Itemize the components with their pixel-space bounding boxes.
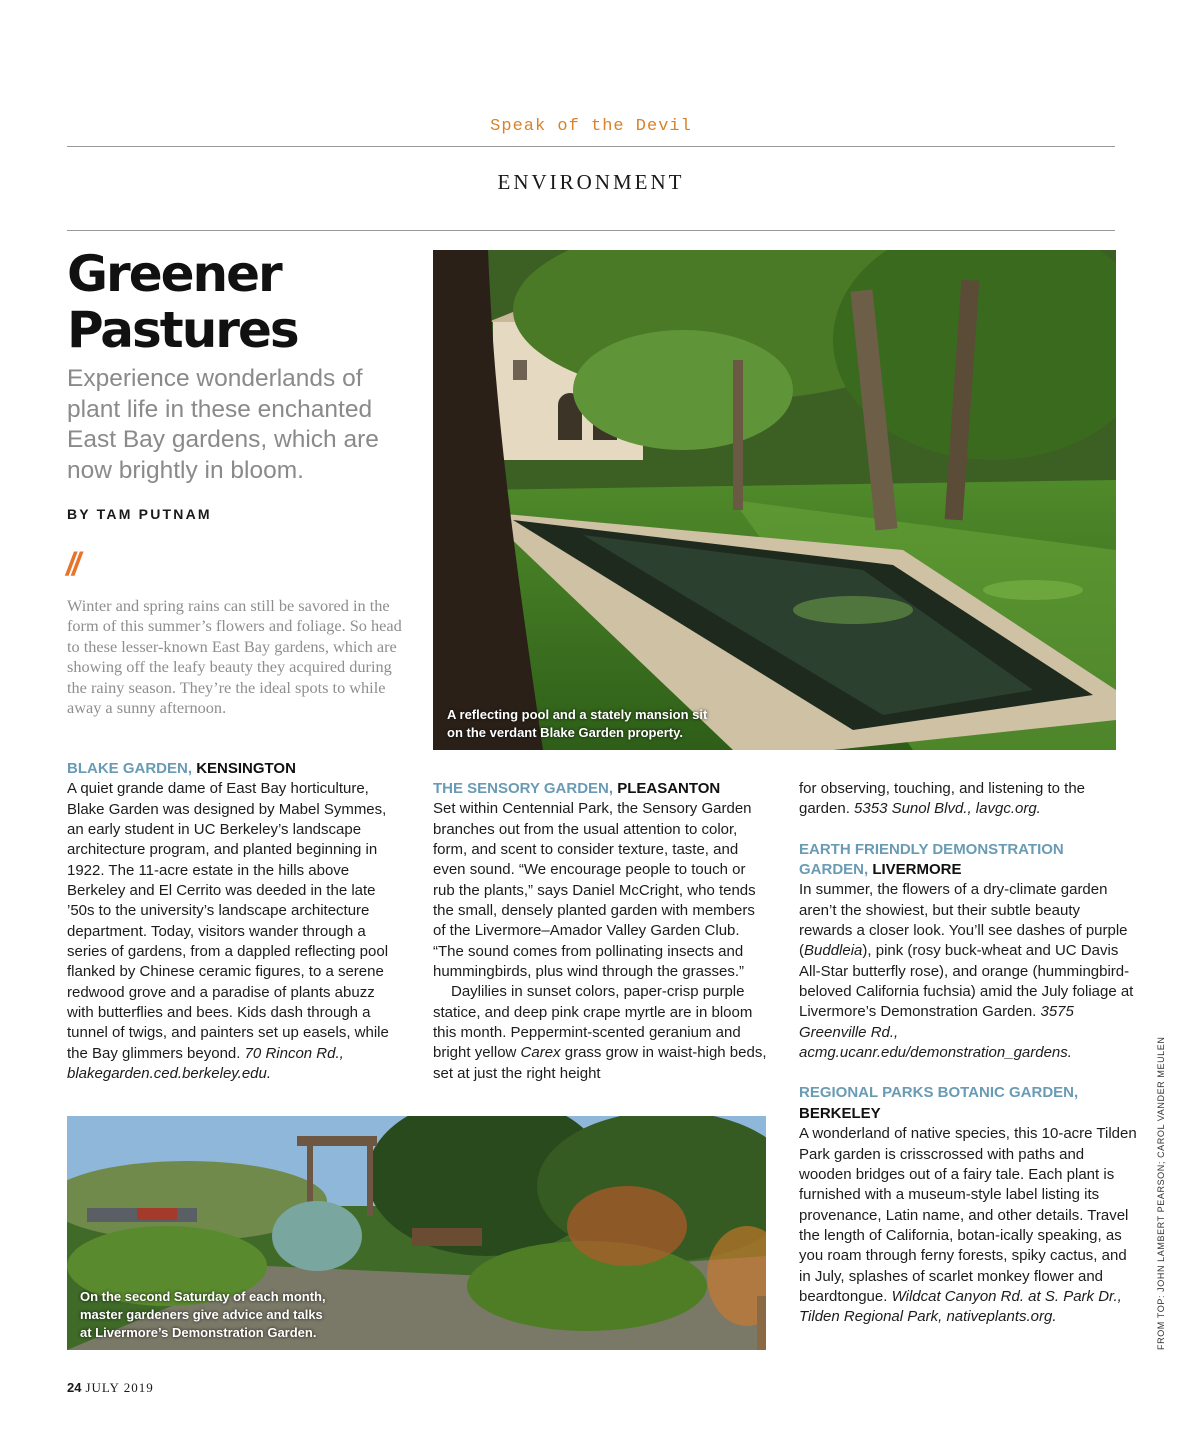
section-title: ENVIRONMENT bbox=[497, 170, 685, 194]
sensory-garden-city: PLEASANTON bbox=[617, 780, 721, 797]
bottom-caption-line-2: master gardeners give advice and talks bbox=[80, 1307, 323, 1322]
column-3 bbox=[799, 779, 1137, 1328]
header-rule-top bbox=[67, 146, 1115, 147]
blake-garden-photo bbox=[433, 250, 1116, 750]
sensory-garden-body-2 bbox=[433, 982, 771, 1084]
blake-garden-illustration bbox=[433, 250, 1116, 750]
top-caption-line-2: on the verdant Blake Garden property. bbox=[447, 725, 683, 740]
bottom-photo-caption bbox=[80, 1288, 326, 1342]
top-photo-caption bbox=[447, 706, 707, 742]
regional-parks-heading bbox=[799, 1083, 1137, 1124]
sensory-garden-name: THE SENSORY GARDEN, bbox=[433, 780, 614, 797]
regional-address: Wildcat Canyon Rd. at S. Park Dr., Tilden Regional Park, nativeplants.org. bbox=[799, 1287, 1122, 1326]
intro-paragraph: Winter and spring rains can still be savored in the form of this summer’s flowers and foliage. So head to these lesser-known East Bay gardens, which are showing off the leafy beauty they acquired during the rainy season. They’re the ideal spots to while away a sunny afternoon. bbox=[67, 596, 402, 718]
issue-date: JULY 2019 bbox=[85, 1380, 154, 1395]
blake-garden-text: A quiet grande dame of East Bay horticulture, Blake Garden was designed by Mabel Symmes, an early student in UC Berkeley’s landscape architecture program, and planted beginning in 1922. The 11-acre estate in the hills above Berkeley and El Cerrito was deeded in the late ’50s to the university’s landscape architecture department. Today, visitors wander through a series of gardens, from a dappled reflecting pool flanked by Chinese ceramic figures, to a serene redwood grove and a paradise of plants abuzz with butterflies and bees. Kids dash through a tunnel of twigs, and painters set up easels, while the Bay glimmers beyond. bbox=[67, 780, 389, 1062]
earth-friendly-heading bbox=[799, 840, 1137, 881]
regional-parks-name: REGIONAL PARKS BOTANIC GARDEN, bbox=[799, 1084, 1079, 1102]
sensory-garden-address-text: 5353 Sunol Blvd., lavgc.org. bbox=[854, 800, 1041, 818]
sensory-garden-continuation: for observing, touching, and listening to the garden. 5353 Sunol Blvd., lavgc.org. bbox=[799, 780, 1086, 818]
sensory-garden-heading bbox=[433, 779, 771, 799]
earth-body-italic: Buddleia bbox=[804, 942, 863, 960]
sensory-body2-a: Daylilies in sunset colors, paper-crisp purple statice, and deep pink crape myrtle are in bloom this month. Peppermint-scented geranium and bright yellow bbox=[433, 983, 753, 1062]
regional-parks-city: BERKELEY bbox=[799, 1104, 881, 1122]
sensory-garden-body-1: Set within Centennial Park, the Sensory Garden branches out from the usual attention to color, form, and scent to consider texture, taste, and even sound. “We encourage people to touch or rub the plants,” says Daniel McCright, who tends the small, densely planted garden with members of the Livermore–Amador Valley Garden Club. “The sound comes from pollinating insects and hummingbirds, plus wind through the grasses.” bbox=[433, 800, 756, 981]
sensory-body2-b: grass grow in waist-high beds, set at just the right height bbox=[433, 1044, 767, 1082]
spacer-2 bbox=[799, 1063, 1137, 1083]
headline-line-1: Greener bbox=[67, 245, 281, 303]
header-rule-bottom bbox=[67, 230, 1115, 231]
slashes-ornament: // bbox=[66, 546, 78, 582]
demonstration-garden-photo bbox=[67, 1116, 766, 1350]
earth-friendly-name-2: GARDEN, bbox=[799, 861, 869, 879]
sensory-body2-italic: Carex bbox=[520, 1044, 561, 1062]
earth-friendly-body bbox=[799, 880, 1137, 1063]
blake-garden-body bbox=[67, 779, 405, 1084]
earth-friendly-name-1: EARTH FRIENDLY DEMONSTRATION bbox=[799, 840, 1064, 858]
earth-body-a: In summer, the flowers of a dry-climate garden aren’t the showiest, but their subtle beauty rewards a closer look. You’ll see dashes of purple ( bbox=[799, 881, 1128, 960]
headline bbox=[67, 246, 407, 358]
department-tag: Speak of the Devil bbox=[490, 117, 692, 136]
dek: Experience wonderlands of plant life in these enchanted East Bay gardens, which are now brightly in bloom. bbox=[67, 365, 379, 484]
headline-line-2: Pastures bbox=[67, 301, 298, 359]
bottom-caption-line-3: at Livermore’s Demonstration Garden. bbox=[80, 1325, 317, 1340]
bottom-caption-line-1: On the second Saturday of each month, bbox=[80, 1289, 326, 1304]
folio bbox=[67, 1380, 154, 1396]
earth-body-b: ), pink (rosy buck-wheat and UC Davis All-Star butterfly rose), and orange (hummingbird-beloved California fuchsia) amid the July foliage at Livermore’s Demonstration Garden. bbox=[799, 942, 1134, 1021]
blake-garden-city: KENSINGTON bbox=[196, 760, 296, 777]
top-caption-line-1: A reflecting pool and a stately mansion sit bbox=[447, 707, 708, 722]
earth-friendly-city: LIVERMORE bbox=[872, 861, 962, 879]
regional-parks-body bbox=[799, 1124, 1137, 1327]
page-number: 24 bbox=[67, 1380, 82, 1395]
blake-garden-heading bbox=[67, 759, 405, 779]
earth-address: 3575 Greenville Rd., acmg.ucanr.edu/demonstration_gardens. bbox=[799, 1003, 1074, 1062]
byline: BY TAM PUTNAM bbox=[67, 506, 212, 522]
blake-garden-address: 70 Rincon Rd., blakegarden.ced.berkeley.edu. bbox=[67, 1044, 344, 1083]
photo-credit: FROM TOP: JOHN LAMBERT PEARSON; CAROL VANDER MEULEN bbox=[1156, 1036, 1166, 1350]
column-2 bbox=[433, 779, 771, 1085]
blake-garden-name: BLAKE GARDEN, bbox=[67, 760, 193, 777]
column-1 bbox=[67, 759, 405, 1085]
spacer-1 bbox=[799, 820, 1137, 840]
regional-body: A wonderland of native species, this 10-acre Tilden Park garden is crisscrossed with paths and wooden bridges out of a fairy tale. Each plant is furnished with a museum-style label listing its provenance, Latin name, and other details. Travel the length of California, botan-ically speaking, as you roam through ferny forests, spiky cactus, and in July, splashes of scarlet monkey flower and beardtongue. bbox=[799, 1125, 1137, 1305]
